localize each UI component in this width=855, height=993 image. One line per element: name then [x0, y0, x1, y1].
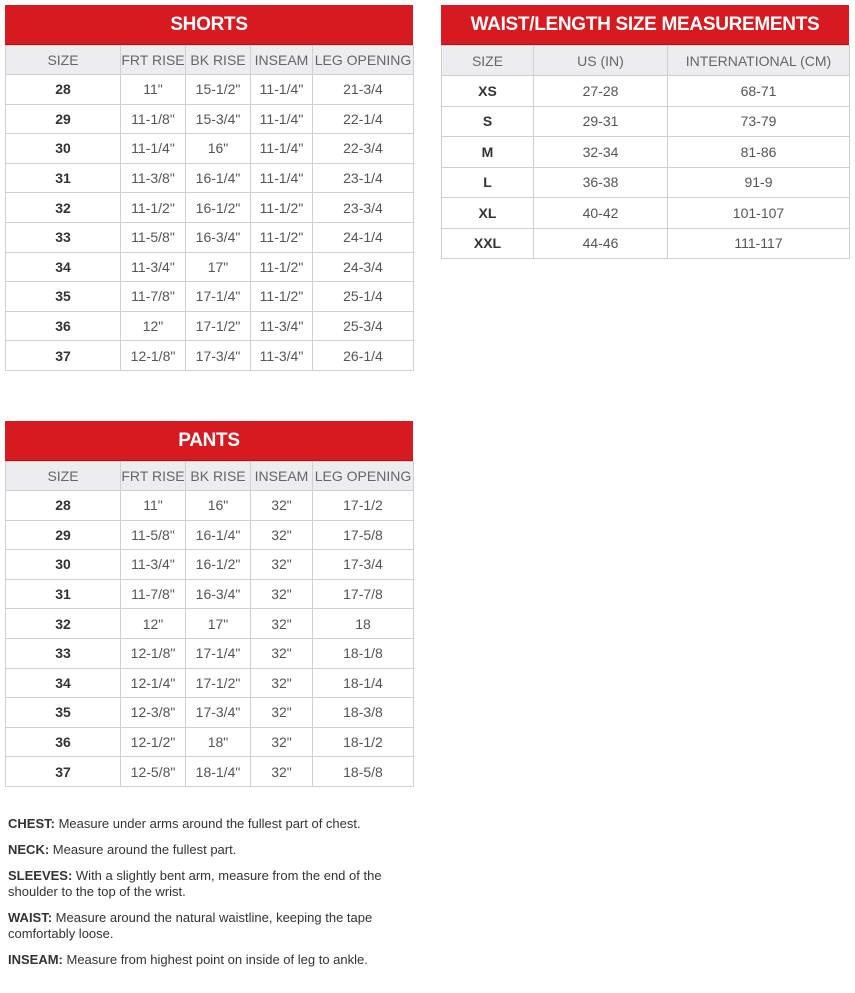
measurement-cell: 11": [121, 75, 186, 105]
table-row: [6, 638, 414, 668]
measurement-cell: 11-3/4": [121, 252, 186, 282]
table-row: [442, 167, 850, 198]
column-header: INSEAM: [251, 462, 313, 491]
measurement-cell: 36-38: [534, 167, 668, 198]
size-cell: 32: [6, 193, 121, 223]
measurement-cell: 18-1/8: [313, 638, 414, 668]
table-row: [6, 134, 414, 164]
note-term: SLEEVES:: [8, 868, 73, 883]
shorts-table: [5, 45, 414, 371]
column-header: FRT RISE: [121, 46, 186, 75]
waist-header-row: [442, 46, 850, 76]
measurement-cell: 11-1/2": [251, 193, 313, 223]
measurement-cell: 11-1/2": [251, 252, 313, 282]
size-cell: 31: [6, 163, 121, 193]
note-chest: [8, 816, 408, 832]
size-cell: 35: [6, 282, 121, 312]
measurement-cell: 11-7/8": [121, 579, 186, 609]
table-row: [6, 341, 414, 371]
measurement-cell: 32": [251, 609, 313, 639]
note-term: NECK:: [8, 842, 50, 857]
measurement-cell: 21-3/4: [313, 75, 414, 105]
column-header: BK RISE: [186, 46, 251, 75]
measurement-cell: 24-1/4: [313, 222, 414, 252]
measurement-cell: 18-5/8: [313, 757, 414, 787]
table-row: [6, 579, 414, 609]
table-row: [6, 282, 414, 312]
measurement-cell: 16": [186, 491, 251, 521]
size-cell: XXL: [442, 228, 534, 259]
note-waist: [8, 910, 408, 942]
measurement-cell: 11-3/4": [251, 341, 313, 371]
size-cell: 32: [6, 609, 121, 639]
measurement-cell: 68-71: [668, 76, 850, 107]
measurement-cell: 11-1/2": [251, 222, 313, 252]
measurement-cell: 11-5/8": [121, 222, 186, 252]
measurement-cell: 12-1/2": [121, 727, 186, 757]
measurement-cell: 18: [313, 609, 414, 639]
measurement-cell: 17-1/2: [313, 491, 414, 521]
column-header: FRT RISE: [121, 462, 186, 491]
size-cell: 30: [6, 134, 121, 164]
size-cell: 31: [6, 579, 121, 609]
size-cell: 33: [6, 222, 121, 252]
table-row: [6, 757, 414, 787]
measurement-cell: 23-1/4: [313, 163, 414, 193]
measurement-cell: 16-3/4": [186, 222, 251, 252]
measurement-cell: 44-46: [534, 228, 668, 259]
measurement-cell: 12-1/8": [121, 638, 186, 668]
measurement-cell: 32": [251, 550, 313, 580]
measurement-cell: 17-3/4": [186, 341, 251, 371]
measurement-cell: 11-1/2": [121, 193, 186, 223]
shorts-header-row: [6, 46, 414, 75]
size-cell: 33: [6, 638, 121, 668]
size-cell: L: [442, 167, 534, 198]
measurement-cell: 12-5/8": [121, 757, 186, 787]
measurement-cell: 16": [186, 134, 251, 164]
pants-header-row: [6, 462, 414, 491]
measurement-cell: 17-1/4": [186, 638, 251, 668]
size-cell: 30: [6, 550, 121, 580]
measurement-cell: 11-1/4": [251, 163, 313, 193]
note-term: INSEAM:: [8, 952, 63, 967]
table-row: [442, 198, 850, 229]
table-row: [6, 222, 414, 252]
note-term: CHEST:: [8, 816, 55, 831]
measurement-notes: [8, 816, 408, 978]
note-text: Measure around the fullest part.: [49, 842, 237, 857]
measurement-cell: 11-1/2": [251, 282, 313, 312]
measurement-cell: 11-1/8": [121, 104, 186, 134]
table-row: [6, 698, 414, 728]
column-header: SIZE: [6, 46, 121, 75]
size-cell: 37: [6, 341, 121, 371]
measurement-cell: 11-3/4": [251, 311, 313, 341]
measurement-cell: 17-7/8: [313, 579, 414, 609]
waist-body: [442, 76, 850, 259]
measurement-cell: 25-1/4: [313, 282, 414, 312]
measurement-cell: 26-1/4: [313, 341, 414, 371]
table-row: [6, 520, 414, 550]
size-cell: 34: [6, 668, 121, 698]
measurement-cell: 24-3/4: [313, 252, 414, 282]
measurement-cell: 29-31: [534, 106, 668, 137]
table-row: [6, 550, 414, 580]
pants-size-chart: [5, 421, 413, 787]
measurement-cell: 12-1/8": [121, 341, 186, 371]
pants-table: [5, 461, 414, 787]
size-cell: 28: [6, 75, 121, 105]
table-row: [6, 311, 414, 341]
table-row: [442, 76, 850, 107]
measurement-cell: 22-3/4: [313, 134, 414, 164]
measurement-cell: 32": [251, 491, 313, 521]
measurement-cell: 18-3/8: [313, 698, 414, 728]
size-cell: 36: [6, 727, 121, 757]
measurement-cell: 11-1/4": [251, 134, 313, 164]
measurement-cell: 11-3/4": [121, 550, 186, 580]
measurement-cell: 15-3/4": [186, 104, 251, 134]
measurement-cell: 81-86: [668, 137, 850, 168]
measurement-cell: 11-7/8": [121, 282, 186, 312]
table-row: [6, 609, 414, 639]
size-cell: 28: [6, 491, 121, 521]
measurement-cell: 18-1/4: [313, 668, 414, 698]
measurement-cell: 25-3/4: [313, 311, 414, 341]
measurement-cell: 17": [186, 252, 251, 282]
size-cell: 29: [6, 520, 121, 550]
measurement-cell: 17": [186, 609, 251, 639]
measurement-cell: 101-107: [668, 198, 850, 229]
size-cell: 35: [6, 698, 121, 728]
measurement-cell: 16-1/2": [186, 193, 251, 223]
measurement-cell: 12": [121, 311, 186, 341]
measurement-cell: 17-3/4": [186, 698, 251, 728]
column-header: INTERNATIONAL (CM): [668, 46, 850, 76]
measurement-cell: 17-5/8: [313, 520, 414, 550]
measurement-cell: 12-1/4": [121, 668, 186, 698]
measurement-cell: 18": [186, 727, 251, 757]
measurement-cell: 32-34: [534, 137, 668, 168]
pants-body: [6, 491, 414, 787]
measurement-cell: 11": [121, 491, 186, 521]
table-row: [6, 75, 414, 105]
table-row: [442, 106, 850, 137]
size-cell: S: [442, 106, 534, 137]
note-text: Measure from highest point on inside of leg to ankle.: [62, 952, 368, 967]
measurement-cell: 16-3/4": [186, 579, 251, 609]
shorts-size-chart: [5, 5, 413, 371]
measurement-cell: 12": [121, 609, 186, 639]
measurement-cell: 32": [251, 698, 313, 728]
size-cell: 34: [6, 252, 121, 282]
measurement-cell: 73-79: [668, 106, 850, 137]
measurement-cell: 16-1/4": [186, 163, 251, 193]
measurement-cell: 32": [251, 727, 313, 757]
column-header: SIZE: [6, 462, 121, 491]
measurement-cell: 17-1/4": [186, 282, 251, 312]
measurement-cell: 18-1/2: [313, 727, 414, 757]
table-row: [442, 137, 850, 168]
measurement-cell: 16-1/4": [186, 520, 251, 550]
size-cell: M: [442, 137, 534, 168]
measurement-cell: 18-1/4": [186, 757, 251, 787]
shorts-title: SHORTS: [5, 5, 413, 45]
size-cell: XS: [442, 76, 534, 107]
waist-table: [441, 45, 850, 259]
measurement-cell: 40-42: [534, 198, 668, 229]
size-cell: 29: [6, 104, 121, 134]
size-cell: XL: [442, 198, 534, 229]
note-term: WAIST:: [8, 910, 53, 925]
note-text: Measure around the natural waistline, keeping the tape comfortably loose.: [8, 910, 373, 941]
column-header: INSEAM: [251, 46, 313, 75]
measurement-cell: 17-1/2": [186, 668, 251, 698]
measurement-cell: 32": [251, 579, 313, 609]
table-row: [442, 228, 850, 259]
measurement-cell: 91-9: [668, 167, 850, 198]
table-row: [6, 668, 414, 698]
measurement-cell: 27-28: [534, 76, 668, 107]
table-row: [6, 104, 414, 134]
measurement-cell: 11-1/4": [251, 75, 313, 105]
size-cell: 36: [6, 311, 121, 341]
table-row: [6, 491, 414, 521]
measurement-cell: 23-3/4: [313, 193, 414, 223]
size-cell: 37: [6, 757, 121, 787]
note-sleeves: [8, 868, 408, 900]
measurement-cell: 11-1/4": [121, 134, 186, 164]
note-inseam: [8, 952, 408, 968]
column-header: SIZE: [442, 46, 534, 76]
measurement-cell: 16-1/2": [186, 550, 251, 580]
column-header: LEG OPENING: [313, 462, 414, 491]
measurement-cell: 17-3/4: [313, 550, 414, 580]
measurement-cell: 111-117: [668, 228, 850, 259]
column-header: LEG OPENING: [313, 46, 414, 75]
measurement-cell: 11-5/8": [121, 520, 186, 550]
measurement-cell: 17-1/2": [186, 311, 251, 341]
table-row: [6, 252, 414, 282]
measurement-cell: 32": [251, 757, 313, 787]
table-row: [6, 163, 414, 193]
pants-title: PANTS: [5, 421, 413, 461]
waist-title: WAIST/LENGTH SIZE MEASUREMENTS: [441, 5, 849, 45]
measurement-cell: 32": [251, 668, 313, 698]
measurement-cell: 15-1/2": [186, 75, 251, 105]
column-header: US (IN): [534, 46, 668, 76]
measurement-cell: 32": [251, 520, 313, 550]
column-header: BK RISE: [186, 462, 251, 491]
table-row: [6, 193, 414, 223]
measurement-cell: 12-3/8": [121, 698, 186, 728]
shorts-body: [6, 75, 414, 371]
note-text: Measure under arms around the fullest part of chest.: [54, 816, 361, 831]
measurement-cell: 32": [251, 638, 313, 668]
measurement-cell: 22-1/4: [313, 104, 414, 134]
waist-size-chart: [441, 5, 849, 259]
measurement-cell: 11-1/4": [251, 104, 313, 134]
measurement-cell: 11-3/8": [121, 163, 186, 193]
note-text: With a slightly bent arm, measure from the end of the shoulder to the top of the wrist.: [8, 868, 382, 899]
table-row: [6, 727, 414, 757]
note-neck: [8, 842, 408, 858]
